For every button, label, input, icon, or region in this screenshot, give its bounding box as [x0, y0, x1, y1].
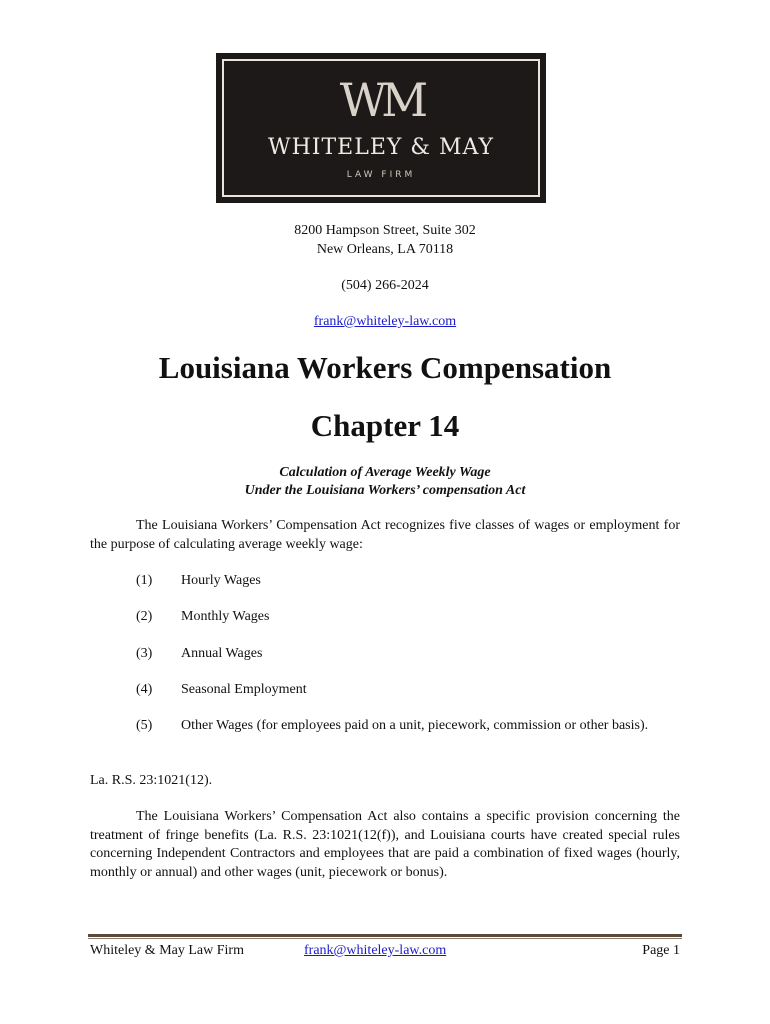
header-email-link[interactable]: frank@whiteley-law.com: [313, 314, 457, 329]
page-title: Louisiana Workers Compensation: [158, 350, 612, 385]
list-number: (4): [136, 682, 153, 697]
list-number: (3): [136, 646, 153, 661]
logo-monogram: WM: [339, 73, 423, 127]
body-paragraph: The Louisiana Workers’ Compensation Act also contains a specific provision concerning the treatment of fringe benefits (La. R.S. 23:1021(12(f)), and Louisiana courts have created special rules concerning Independent Contractors and employees that are paid a combination of fixed wages (hourly, monthly or annual) and other wages (unit, piecework or bonus).: [90, 809, 680, 881]
address-line-1: 8200 Hampson Street, Suite 302: [294, 223, 476, 238]
footer-email-link[interactable]: frank@whiteley-law.com: [304, 943, 447, 958]
list-text: Annual Wages: [181, 646, 263, 661]
footer-email-container: [304, 942, 446, 960]
list-text: Seasonal Employment: [181, 682, 307, 697]
citation: La. R.S. 23:1021(12).: [90, 773, 213, 788]
chapter-title: Chapter 14: [310, 408, 460, 443]
list-number: (1): [136, 573, 153, 588]
list-number: (2): [136, 609, 153, 624]
page-number: Page 1: [642, 943, 680, 958]
footer-firm-name: Whiteley & May Law Firm: [90, 943, 244, 958]
footer-rule: [88, 934, 682, 937]
firm-logo: [216, 53, 546, 203]
logo-firm-name: WHITELEY & MAY: [267, 135, 495, 160]
list-text: Hourly Wages: [181, 573, 261, 588]
header-email-container: [0, 312, 770, 331]
subtitle-line-1: Calculation of Average Weekly Wage: [279, 465, 491, 480]
logo-tagline: LAW FIRM: [346, 170, 416, 180]
address-line-2: New Orleans, LA 70118: [316, 242, 454, 257]
list-text: Monthly Wages: [181, 609, 270, 624]
footer-rule-thin: [88, 938, 682, 939]
list-number: (5): [136, 718, 153, 733]
intro-paragraph: The Louisiana Workers’ Compensation Act recognizes five classes of wages or employment for the purpose of calculating average weekly wage:: [90, 518, 680, 552]
subtitle-line-2: Under the Louisiana Workers’ compensation Act: [244, 483, 526, 498]
phone-number: (504) 266-2024: [341, 278, 429, 293]
list-text: Other Wages (for employees paid on a unit, piecework, commission or other basis).: [181, 718, 649, 733]
